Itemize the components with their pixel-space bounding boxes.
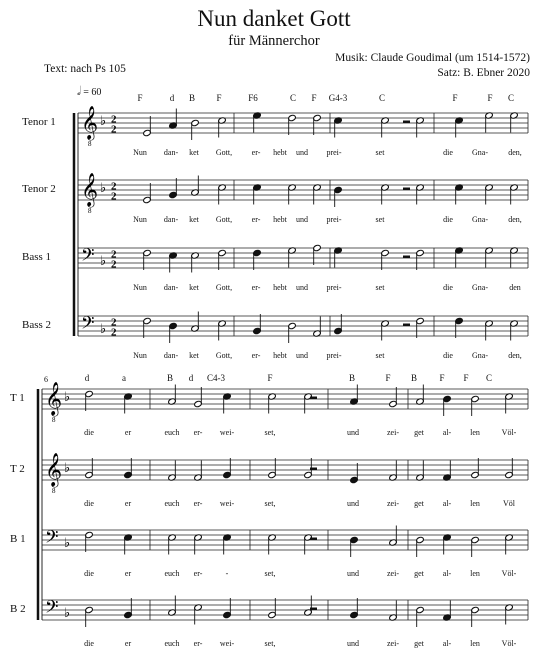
lyric-syllable: die (84, 499, 94, 508)
lyric-syllable: die (443, 148, 453, 157)
time-signature-icon: 2 (111, 180, 117, 193)
lyric-syllable: euch (164, 639, 180, 648)
chord-symbol: F (137, 93, 143, 103)
lyric-syllable: hebt (273, 215, 287, 224)
tempo-value: = 60 (83, 87, 102, 98)
chord-symbol: F (216, 93, 222, 103)
chord-symbol: B (410, 373, 418, 383)
staff-label: Bass 1 (22, 251, 52, 263)
bass-clef-icon: 𝄢 (81, 313, 95, 337)
lyric-syllable: hebt (273, 351, 287, 360)
chord-symbol: a (122, 373, 126, 383)
half-rest-icon (310, 538, 317, 541)
time-signature-icon: 2 (111, 326, 117, 339)
half-rest-icon (403, 256, 410, 259)
lyric-syllable: ket (189, 148, 199, 157)
lyric-syllable: get (414, 569, 424, 578)
lyric-syllable: er (124, 569, 132, 578)
lyric-syllable: al- (442, 499, 452, 508)
lyric-syllable: set, (264, 639, 276, 648)
lyric-syllable: Gott, (215, 351, 233, 360)
lyric-syllable: ket (189, 283, 199, 292)
lyric-syllable: hebt (273, 148, 287, 157)
lyric-syllable: euch (164, 499, 180, 508)
lyric-syllable: Völ (503, 499, 515, 508)
lyric-syllable: dan- (163, 215, 179, 224)
staff-label: Tenor 2 (22, 183, 56, 195)
chord-symbol: F (267, 373, 273, 383)
staff-label: Bass 2 (22, 319, 52, 331)
tempo-marking: 𝅗𝅥 = 60 (77, 84, 102, 98)
lyric-syllable: und (347, 499, 359, 508)
bass-clef-icon: 𝄢 (45, 527, 59, 551)
lyric-syllable: prei- (326, 283, 342, 292)
staff-label: T 1 (10, 392, 25, 404)
flat-icon: ♭ (64, 536, 71, 551)
lyric-syllable: er (124, 428, 132, 437)
octave-mark-icon: 8 (88, 140, 92, 148)
chord-symbol: C (485, 373, 493, 383)
chord-symbol: C (378, 93, 386, 103)
lyric-syllable: set (375, 283, 385, 292)
lyric-syllable: die (443, 215, 453, 224)
lyric-syllable: die (443, 283, 453, 292)
octave-mark-icon: 8 (52, 487, 56, 495)
flat-icon: ♭ (100, 322, 107, 337)
lyric-syllable: und (296, 351, 308, 360)
measure-number: 6 (44, 375, 48, 384)
lyric-syllable: Nun (133, 215, 147, 224)
lyric-syllable: wei- (219, 499, 235, 508)
chord-symbol: F (439, 373, 445, 383)
lyric-syllable: er- (193, 499, 203, 508)
lyric-syllable: dan- (163, 283, 179, 292)
lyric-syllable: Gott, (215, 148, 233, 157)
lyric-syllable: Völ- (501, 428, 517, 437)
lyric-syllable: prei- (326, 215, 342, 224)
lyric-syllable: er- (251, 351, 261, 360)
lyric-syllable: len (470, 639, 480, 648)
treble-clef-icon: 𝄞 (45, 381, 63, 415)
lyric-syllable: set (375, 215, 385, 224)
lyric-syllable: zei- (387, 639, 399, 648)
octave-mark-icon: 8 (88, 207, 92, 215)
lyric-syllable: die (443, 351, 453, 360)
lyric-syllable: dan- (163, 351, 179, 360)
chord-symbol: C4-3 (207, 373, 225, 383)
lyric-syllable: Gna- (472, 351, 488, 360)
lyric-syllable: den, (508, 215, 522, 224)
lyric-syllable: zei- (387, 428, 399, 437)
lyric-syllable: er- (193, 569, 203, 578)
lyric-syllable: set, (264, 428, 276, 437)
staff-label: B 2 (10, 603, 26, 615)
chord-symbol: G4-3 (328, 93, 348, 103)
lyric-syllable: Gna- (472, 215, 488, 224)
chord-symbol: F (487, 93, 493, 103)
lyric-syllable: den, (508, 351, 522, 360)
time-signature-icon: 2 (111, 316, 117, 329)
octave-mark-icon: 8 (52, 416, 56, 424)
flat-icon: ♭ (64, 390, 71, 405)
lyric-syllable: prei- (326, 351, 342, 360)
lyric-syllable: die (84, 639, 94, 648)
treble-clef-icon: 𝄞 (45, 452, 63, 486)
lyric-syllable: set, (264, 569, 276, 578)
lyric-syllable: die (84, 569, 94, 578)
treble-clef-icon: 𝄞 (81, 105, 99, 139)
lyric-syllable: und (296, 215, 308, 224)
lyric-syllable: zei- (387, 499, 399, 508)
lyric-syllable: den (509, 283, 521, 292)
flat-icon: ♭ (100, 181, 107, 196)
flat-icon: ♭ (64, 606, 71, 621)
arranger-credit: Satz: B. Ebner 2020 (437, 67, 530, 79)
treble-clef-icon: 𝄞 (81, 172, 99, 206)
lyric-syllable: Gna- (472, 283, 488, 292)
staff-label: Tenor 1 (22, 116, 56, 128)
flat-icon: ♭ (100, 254, 107, 269)
lyric-syllable: wei- (219, 428, 235, 437)
half-rest-icon (403, 121, 410, 124)
bass-clef-icon: 𝄢 (45, 597, 59, 621)
time-signature-icon: 2 (111, 113, 117, 126)
staff-label: T 2 (10, 463, 25, 475)
lyric-syllable: get (414, 639, 424, 648)
chord-symbol: B (348, 373, 356, 383)
flat-icon: ♭ (64, 461, 71, 476)
lyric-syllable: Nun (133, 148, 147, 157)
chord-symbol: B (188, 93, 196, 103)
chord-symbol: d (169, 93, 175, 103)
lyric-syllable: al- (442, 569, 452, 578)
composer-credit: Musik: Claude Goudimal (um 1514-1572) (335, 52, 530, 64)
half-rest-icon (403, 324, 410, 327)
lyric-syllable: Völ- (501, 639, 517, 648)
lyric-syllable: zei- (387, 569, 399, 578)
lyric-syllable: er- (251, 283, 261, 292)
lyric-syllable: und (347, 569, 359, 578)
lyric-syllable: euch (164, 428, 180, 437)
lyric-syllable: get (414, 499, 424, 508)
lyric-syllable: den, (508, 148, 522, 157)
lyric-syllable: und (347, 428, 359, 437)
lyric-syllable: er- (193, 639, 203, 648)
time-signature-icon: 2 (111, 248, 117, 261)
lyric-syllable: und (296, 148, 308, 157)
lyric-syllable: Gna- (472, 148, 488, 157)
lyric-syllable: hebt (273, 283, 287, 292)
lyric-syllable: len (470, 569, 480, 578)
lyric-syllable: dan- (163, 148, 179, 157)
text-source: Text: nach Ps 105 (44, 63, 126, 75)
half-rest-icon (403, 188, 410, 191)
lyric-syllable: - (225, 569, 229, 578)
lyric-syllable: und (347, 639, 359, 648)
lyric-syllable: er (124, 639, 132, 648)
lyric-syllable: euch (164, 569, 180, 578)
lyric-syllable: prei- (326, 148, 342, 157)
lyric-syllable: er- (193, 428, 203, 437)
lyric-syllable: er- (251, 215, 261, 224)
chord-symbol: F (463, 373, 469, 383)
lyric-syllable: get (414, 428, 424, 437)
chord-symbol: B (166, 373, 174, 383)
lyric-syllable: set (375, 148, 385, 157)
lyric-syllable: al- (442, 428, 452, 437)
lyric-syllable: er- (251, 148, 261, 157)
lyric-syllable: wei- (219, 639, 235, 648)
lyric-syllable: Nun (133, 283, 147, 292)
lyric-syllable: ket (189, 215, 199, 224)
flat-icon: ♭ (100, 114, 107, 129)
half-rest-icon (310, 608, 317, 611)
lyric-syllable: len (470, 499, 480, 508)
chord-symbol: F (385, 373, 391, 383)
chord-symbol: C (289, 93, 297, 103)
time-signature-icon: 2 (111, 123, 117, 136)
time-signature-icon: 2 (111, 258, 117, 271)
lyric-syllable: len (470, 428, 480, 437)
time-signature-icon: 2 (111, 190, 117, 203)
lyric-syllable: Völ- (501, 569, 517, 578)
chord-symbol: F6 (248, 93, 258, 103)
chord-symbol: d (188, 373, 194, 383)
lyric-syllable: und (296, 283, 308, 292)
lyric-syllable: Gott, (215, 215, 233, 224)
lyric-syllable: er (124, 499, 132, 508)
half-rest-icon (310, 468, 317, 471)
lyric-syllable: ket (189, 351, 199, 360)
chord-symbol: F (311, 93, 317, 103)
page-subtitle: für Männerchor (228, 33, 320, 49)
lyric-syllable: Gott, (215, 283, 233, 292)
bass-clef-icon: 𝄢 (81, 245, 95, 269)
lyric-syllable: al- (442, 639, 452, 648)
lyric-syllable: set, (264, 499, 276, 508)
chord-symbol: d (84, 373, 90, 383)
chord-symbol: F (452, 93, 458, 103)
staff-label: B 1 (10, 533, 26, 545)
lyric-syllable: Nun (133, 351, 147, 360)
page-title: Nun danket Gott (197, 6, 351, 31)
chord-symbol: C (507, 93, 515, 103)
half-rest-icon (310, 397, 317, 400)
lyric-syllable: set (375, 351, 385, 360)
lyric-syllable: die (84, 428, 94, 437)
